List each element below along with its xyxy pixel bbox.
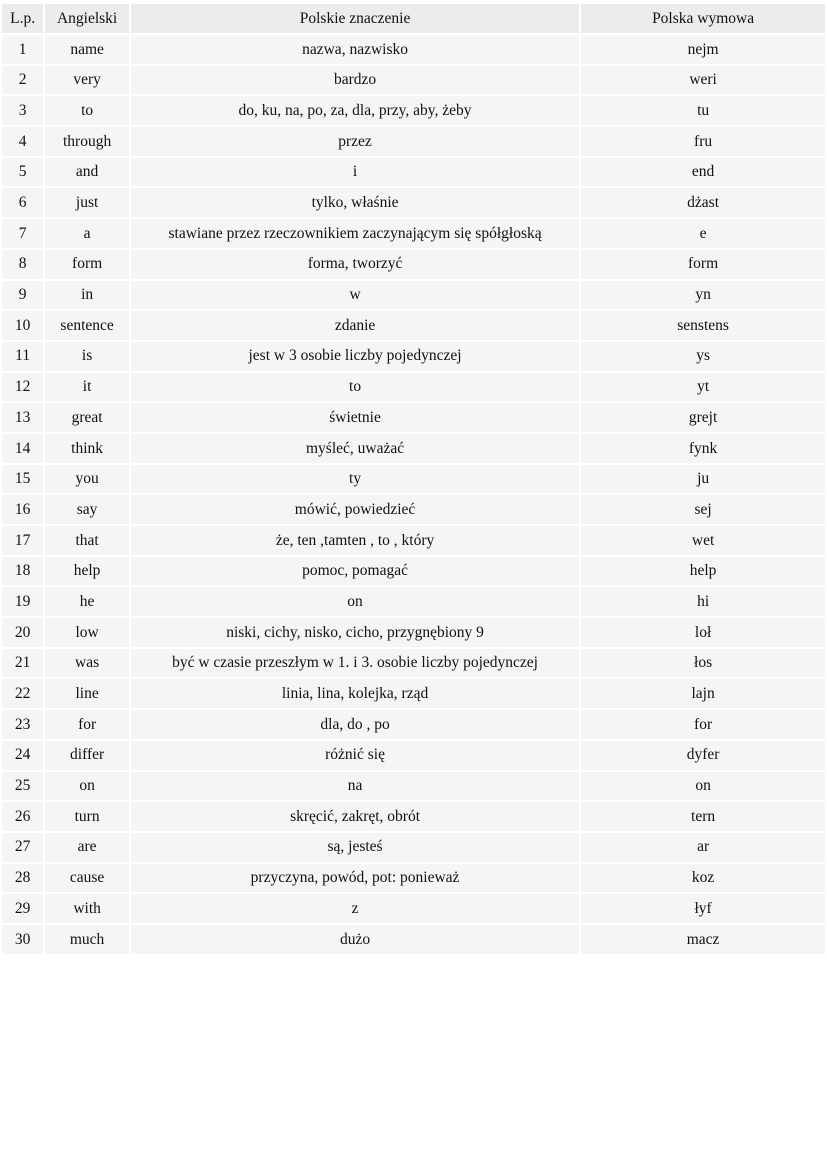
cell-lp: 22	[2, 679, 43, 708]
cell-english: name	[45, 35, 129, 64]
cell-lp: 26	[2, 802, 43, 831]
cell-polish: ty	[131, 465, 579, 494]
cell-lp: 27	[2, 833, 43, 862]
table-row	[2, 649, 825, 678]
table-row	[2, 219, 825, 248]
cell-polish: różnić się	[131, 741, 579, 770]
cell-pronunciation: fru	[581, 127, 825, 156]
cell-lp: 8	[2, 250, 43, 279]
cell-pronunciation: ys	[581, 342, 825, 371]
cell-pronunciation: hi	[581, 587, 825, 616]
cell-english: it	[45, 373, 129, 402]
cell-pronunciation: yt	[581, 373, 825, 402]
cell-pronunciation: fynk	[581, 434, 825, 463]
cell-polish: to	[131, 373, 579, 402]
cell-polish: forma, tworzyć	[131, 250, 579, 279]
vocabulary-table	[0, 2, 827, 956]
table-row	[2, 158, 825, 187]
cell-english: think	[45, 434, 129, 463]
cell-polish: stawiane przez rzeczownikiem zaczynającym się spółgłoską	[131, 219, 579, 248]
cell-lp: 5	[2, 158, 43, 187]
table-row	[2, 342, 825, 371]
cell-pronunciation: help	[581, 557, 825, 586]
cell-english: help	[45, 557, 129, 586]
table-row	[2, 127, 825, 156]
table-row	[2, 373, 825, 402]
cell-lp: 20	[2, 618, 43, 647]
cell-pronunciation: senstens	[581, 311, 825, 340]
cell-polish: linia, lina, kolejka, rząd	[131, 679, 579, 708]
cell-polish: przez	[131, 127, 579, 156]
cell-lp: 29	[2, 894, 43, 923]
cell-english: form	[45, 250, 129, 279]
cell-lp: 3	[2, 96, 43, 125]
table-row	[2, 802, 825, 831]
cell-polish: świetnie	[131, 403, 579, 432]
cell-english: differ	[45, 741, 129, 770]
cell-english: through	[45, 127, 129, 156]
cell-polish: do, ku, na, po, za, dla, przy, aby, żeby	[131, 96, 579, 125]
cell-polish: są, jesteś	[131, 833, 579, 862]
table-body	[2, 35, 825, 954]
cell-english: turn	[45, 802, 129, 831]
cell-pronunciation: dyfer	[581, 741, 825, 770]
cell-pronunciation: sej	[581, 495, 825, 524]
cell-lp: 18	[2, 557, 43, 586]
table-row	[2, 434, 825, 463]
cell-lp: 10	[2, 311, 43, 340]
table-row	[2, 894, 825, 923]
cell-english: very	[45, 66, 129, 95]
cell-polish: z	[131, 894, 579, 923]
cell-pronunciation: łyf	[581, 894, 825, 923]
cell-polish: przyczyna, powód, pot: ponieważ	[131, 864, 579, 893]
cell-lp: 13	[2, 403, 43, 432]
cell-pronunciation: yn	[581, 281, 825, 310]
cell-pronunciation: tu	[581, 96, 825, 125]
cell-polish: dużo	[131, 925, 579, 954]
cell-polish: mówić, powiedzieć	[131, 495, 579, 524]
cell-pronunciation: e	[581, 219, 825, 248]
cell-english: are	[45, 833, 129, 862]
cell-pronunciation: for	[581, 710, 825, 739]
cell-pronunciation: ju	[581, 465, 825, 494]
cell-lp: 16	[2, 495, 43, 524]
cell-polish: skręcić, zakręt, obrót	[131, 802, 579, 831]
cell-pronunciation: nejm	[581, 35, 825, 64]
cell-lp: 23	[2, 710, 43, 739]
table-row	[2, 679, 825, 708]
cell-english: to	[45, 96, 129, 125]
cell-english: line	[45, 679, 129, 708]
table-row	[2, 495, 825, 524]
table-row	[2, 250, 825, 279]
cell-polish: w	[131, 281, 579, 310]
cell-english: is	[45, 342, 129, 371]
table-row	[2, 587, 825, 616]
cell-lp: 7	[2, 219, 43, 248]
cell-pronunciation: loł	[581, 618, 825, 647]
header-english: Angielski	[45, 4, 129, 33]
table-row	[2, 403, 825, 432]
table-row	[2, 66, 825, 95]
cell-polish: nazwa, nazwisko	[131, 35, 579, 64]
cell-lp: 21	[2, 649, 43, 678]
cell-pronunciation: weri	[581, 66, 825, 95]
cell-lp: 30	[2, 925, 43, 954]
cell-lp: 17	[2, 526, 43, 555]
cell-lp: 9	[2, 281, 43, 310]
cell-english: he	[45, 587, 129, 616]
table-row	[2, 710, 825, 739]
cell-polish: myśleć, uważać	[131, 434, 579, 463]
cell-english: cause	[45, 864, 129, 893]
table-header-row	[2, 4, 825, 33]
cell-english: was	[45, 649, 129, 678]
cell-english: just	[45, 188, 129, 217]
cell-lp: 14	[2, 434, 43, 463]
table-row	[2, 864, 825, 893]
table-row	[2, 741, 825, 770]
table-row	[2, 281, 825, 310]
cell-lp: 24	[2, 741, 43, 770]
cell-polish: i	[131, 158, 579, 187]
cell-english: with	[45, 894, 129, 923]
cell-english: for	[45, 710, 129, 739]
cell-polish: niski, cichy, nisko, cicho, przygnębiony 9	[131, 618, 579, 647]
cell-pronunciation: lajn	[581, 679, 825, 708]
cell-english: on	[45, 772, 129, 801]
cell-polish: pomoc, pomagać	[131, 557, 579, 586]
cell-pronunciation: wet	[581, 526, 825, 555]
cell-polish: bardzo	[131, 66, 579, 95]
cell-pronunciation: macz	[581, 925, 825, 954]
cell-polish: że, ten ,tamten , to , który	[131, 526, 579, 555]
table-row	[2, 925, 825, 954]
cell-lp: 11	[2, 342, 43, 371]
cell-lp: 19	[2, 587, 43, 616]
cell-english: much	[45, 925, 129, 954]
table-row	[2, 833, 825, 862]
cell-polish: być w czasie przeszłym w 1. i 3. osobie liczby pojedynczej	[131, 649, 579, 678]
header-polish-meaning: Polskie znaczenie	[131, 4, 579, 33]
cell-english: in	[45, 281, 129, 310]
table-row	[2, 557, 825, 586]
cell-pronunciation: end	[581, 158, 825, 187]
table-row	[2, 465, 825, 494]
cell-english: low	[45, 618, 129, 647]
table-row	[2, 311, 825, 340]
cell-lp: 12	[2, 373, 43, 402]
cell-lp: 6	[2, 188, 43, 217]
header-polish-pronunciation: Polska wymowa	[581, 4, 825, 33]
table-row	[2, 35, 825, 64]
cell-english: a	[45, 219, 129, 248]
table-row	[2, 188, 825, 217]
cell-lp: 28	[2, 864, 43, 893]
table-row	[2, 772, 825, 801]
table-row	[2, 526, 825, 555]
cell-pronunciation: koz	[581, 864, 825, 893]
cell-polish: tylko, właśnie	[131, 188, 579, 217]
cell-english: say	[45, 495, 129, 524]
cell-pronunciation: łos	[581, 649, 825, 678]
cell-pronunciation: dżast	[581, 188, 825, 217]
cell-pronunciation: grejt	[581, 403, 825, 432]
cell-pronunciation: form	[581, 250, 825, 279]
cell-pronunciation: ar	[581, 833, 825, 862]
cell-polish: dla, do , po	[131, 710, 579, 739]
cell-lp: 2	[2, 66, 43, 95]
cell-lp: 25	[2, 772, 43, 801]
cell-pronunciation: on	[581, 772, 825, 801]
cell-lp: 4	[2, 127, 43, 156]
header-lp: L.p.	[2, 4, 43, 33]
cell-english: that	[45, 526, 129, 555]
cell-polish: zdanie	[131, 311, 579, 340]
cell-english: you	[45, 465, 129, 494]
cell-polish: jest w 3 osobie liczby pojedynczej	[131, 342, 579, 371]
cell-english: and	[45, 158, 129, 187]
cell-pronunciation: tern	[581, 802, 825, 831]
cell-lp: 15	[2, 465, 43, 494]
table-row	[2, 96, 825, 125]
cell-lp: 1	[2, 35, 43, 64]
cell-polish: na	[131, 772, 579, 801]
table-row	[2, 618, 825, 647]
cell-english: great	[45, 403, 129, 432]
cell-english: sentence	[45, 311, 129, 340]
cell-polish: on	[131, 587, 579, 616]
